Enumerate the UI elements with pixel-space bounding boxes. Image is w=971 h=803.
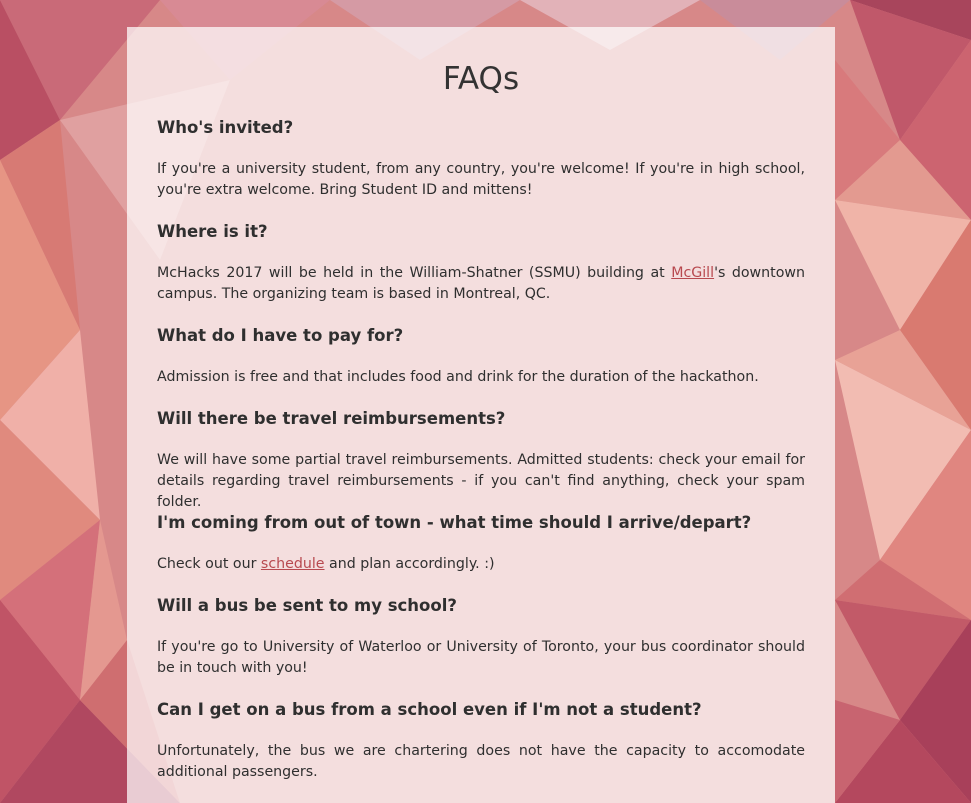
faq-question: Where is it?: [157, 222, 268, 241]
faq-answer: Unfortunately, the bus we are chartering does not have the capacity to accomodate additional passengers.: [157, 743, 805, 780]
faq-question: Will there be travel reimbursements?: [157, 409, 506, 428]
faq-answer-text: and plan accordingly. :): [324, 556, 495, 572]
faq-answer-text: 's downtown campus. The organizing team is based in Montreal, QC.: [157, 265, 805, 302]
mcgill-link[interactable]: McGill: [671, 265, 715, 281]
faq-answer: We will have some partial travel reimbursements. Admitted students: check your email for details regarding travel reimbursements - if you can't find anything, check your spam folder.: [157, 452, 805, 510]
schedule-link[interactable]: schedule: [260, 556, 325, 572]
faq-answer: If you're go to University of Waterloo or University of Toronto, your bus coordinator should be in touch with you!: [157, 639, 805, 676]
faq-question: What do I have to pay for?: [157, 326, 404, 345]
faq-question: Who's invited?: [157, 118, 294, 137]
faq-answer: Admission is free and that includes food and drink for the duration of the hackathon.: [157, 369, 759, 385]
faq-question: I'm coming from out of town - what time should I arrive/depart?: [157, 513, 752, 532]
faq-question: Can I get on a bus from a school even if I'm not a student?: [157, 700, 702, 719]
faq-answer: If you're a university student, from any country, you're welcome! If you're in high school, you're extra welcome. Bring Student ID and mittens!: [157, 161, 805, 198]
page-title: FAQs: [442, 61, 520, 97]
faq-panel: [127, 27, 835, 803]
faq-question: Will a bus be sent to my school?: [157, 596, 457, 615]
faq-list: [157, 117, 805, 783]
faq-answer: [157, 263, 805, 305]
faq-answer-text: Check out our: [157, 556, 261, 572]
faq-answer-text: McHacks 2017 will be held in the William-Shatner (SSMU) building at: [157, 265, 672, 281]
faq-answer: [157, 554, 805, 575]
